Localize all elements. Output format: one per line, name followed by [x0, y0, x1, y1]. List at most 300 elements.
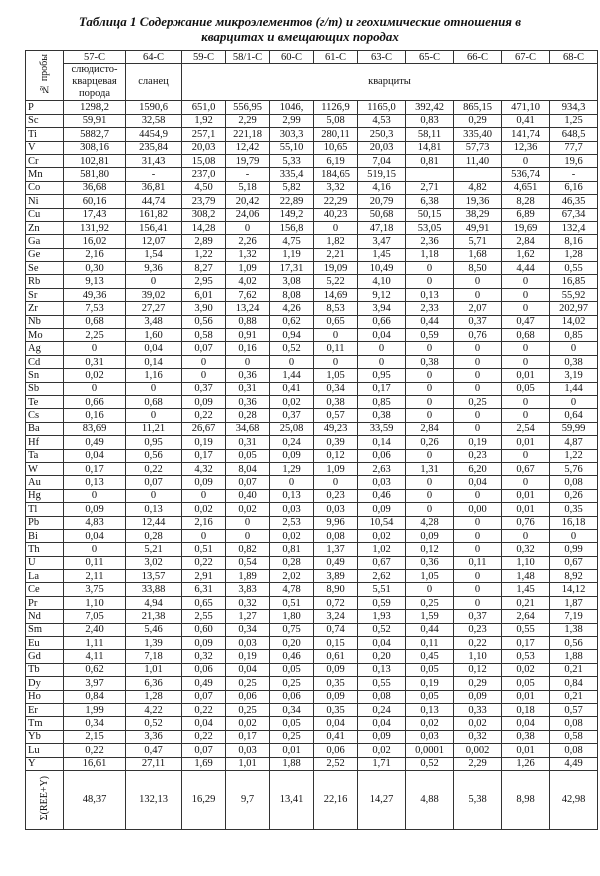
value-cell: 49,91 [454, 221, 502, 234]
value-cell: 0 [64, 382, 126, 395]
value-cell: 6,38 [406, 195, 454, 208]
sample-header: 59-С [182, 51, 226, 64]
value-cell: 27,27 [126, 302, 182, 315]
value-cell: 1126,9 [314, 101, 358, 114]
value-cell: 0,40 [226, 489, 270, 502]
value-cell: 0,25 [406, 596, 454, 609]
value-cell: 0,15 [314, 637, 358, 650]
value-cell: 0,58 [182, 329, 226, 342]
value-cell: 0,62 [64, 663, 126, 676]
rock-type-mica-quartz: слюдисто-кварцевая порода [64, 64, 126, 101]
value-cell: 11,21 [126, 422, 182, 435]
table-row [26, 154, 598, 167]
value-cell: 0,99 [550, 543, 598, 556]
value-cell: 0 [314, 221, 358, 234]
sum-value-cell: 42,98 [550, 770, 598, 829]
value-cell: 0 [126, 382, 182, 395]
value-cell: 1046, [270, 101, 314, 114]
value-cell: 0,09 [358, 503, 406, 516]
value-cell: 1,87 [550, 596, 598, 609]
value-cell: 5,51 [358, 583, 406, 596]
value-cell: 0,46 [358, 489, 406, 502]
value-cell: 0,02 [182, 503, 226, 516]
value-cell: 0 [406, 476, 454, 489]
table-row [26, 677, 598, 690]
value-cell: 1,80 [270, 610, 314, 623]
table-row [26, 195, 598, 208]
value-cell: 12,36 [502, 141, 550, 154]
element-name: Sm [26, 623, 64, 636]
sample-label-cell [26, 51, 64, 101]
value-cell: 0 [502, 302, 550, 315]
element-name: Hf [26, 436, 64, 449]
value-cell: 0 [406, 583, 454, 596]
value-cell: 0 [406, 395, 454, 408]
value-cell: 1,82 [314, 235, 358, 248]
value-cell: 0,22 [182, 730, 226, 743]
value-cell: 0,28 [226, 409, 270, 422]
value-cell: 6,36 [126, 677, 182, 690]
value-cell: 0,13 [126, 503, 182, 516]
value-cell: 0,28 [270, 556, 314, 569]
value-cell: 4,28 [406, 516, 454, 529]
value-cell: 0 [182, 529, 226, 542]
value-cell: 0 [126, 275, 182, 288]
value-cell: 335,4 [270, 168, 314, 181]
value-cell: 0,06 [182, 663, 226, 676]
value-cell: 0,18 [502, 703, 550, 716]
value-cell: 519,15 [358, 168, 406, 181]
value-cell: 1298,2 [64, 101, 126, 114]
value-cell: 0,12 [406, 543, 454, 556]
value-cell: 1,60 [126, 329, 182, 342]
value-cell: 0,51 [270, 596, 314, 609]
value-cell: 1,22 [182, 248, 226, 261]
value-cell: 4,82 [454, 181, 502, 194]
table-row [26, 503, 598, 516]
value-cell: 0,56 [550, 637, 598, 650]
value-cell: 0,47 [126, 744, 182, 757]
value-cell: 3,97 [64, 677, 126, 690]
element-name: Cs [26, 409, 64, 422]
value-cell: 0 [64, 543, 126, 556]
value-cell: 0,44 [406, 315, 454, 328]
value-cell: 0 [226, 221, 270, 234]
value-cell: 934,3 [550, 101, 598, 114]
value-cell: 1,09 [314, 462, 358, 475]
value-cell: 0,31 [64, 355, 126, 368]
value-cell: 0 [270, 355, 314, 368]
value-cell: 0,34 [314, 382, 358, 395]
element-name: Tm [26, 717, 64, 730]
element-name: Ti [26, 128, 64, 141]
value-cell: 132,4 [550, 221, 598, 234]
value-cell: 0,59 [406, 329, 454, 342]
value-cell: 0,85 [358, 395, 406, 408]
value-cell: 0,51 [182, 543, 226, 556]
element-name: Cr [26, 154, 64, 167]
value-cell: 1,09 [226, 262, 270, 275]
element-name: Ag [26, 342, 64, 355]
value-cell: 53,05 [406, 221, 454, 234]
value-cell: 0,09 [64, 503, 126, 516]
value-cell: 0,23 [454, 449, 502, 462]
value-cell: 0,35 [550, 503, 598, 516]
value-cell: 2,29 [454, 757, 502, 770]
value-cell: 24,06 [226, 208, 270, 221]
value-cell: 0,12 [314, 449, 358, 462]
value-cell: 3,47 [358, 235, 406, 248]
value-cell: 308,2 [182, 208, 226, 221]
value-cell: 33,88 [126, 583, 182, 596]
element-name: Ga [26, 235, 64, 248]
value-cell: 0,17 [358, 382, 406, 395]
element-name: Gd [26, 650, 64, 663]
value-cell: 0 [226, 516, 270, 529]
element-name: Rb [26, 275, 64, 288]
value-cell: 0 [314, 329, 358, 342]
value-cell: 17,43 [64, 208, 126, 221]
element-name: Tb [26, 663, 64, 676]
value-cell: 651,0 [182, 101, 226, 114]
value-cell: 0,12 [454, 663, 502, 676]
value-cell: 235,84 [126, 141, 182, 154]
value-cell: 0,34 [64, 717, 126, 730]
value-cell: 1,37 [314, 543, 358, 556]
table-row [26, 355, 598, 368]
value-cell: 0,55 [358, 677, 406, 690]
element-name: Yb [26, 730, 64, 743]
value-cell: 1,88 [550, 650, 598, 663]
value-cell: 0,08 [550, 476, 598, 489]
value-cell: 0,38 [550, 355, 598, 368]
value-cell: 4,83 [64, 516, 126, 529]
value-cell: 0 [182, 355, 226, 368]
value-cell: 0,36 [226, 369, 270, 382]
value-cell: 0 [454, 355, 502, 368]
value-cell: 1,71 [358, 757, 406, 770]
value-cell: 0 [454, 529, 502, 542]
value-cell: 4,32 [182, 462, 226, 475]
value-cell: 0,25 [454, 395, 502, 408]
value-cell: 4,11 [64, 650, 126, 663]
value-cell: 34,68 [226, 422, 270, 435]
value-cell: 0,32 [226, 596, 270, 609]
value-cell: 1,02 [358, 543, 406, 556]
element-name: Te [26, 395, 64, 408]
value-cell: 0,0001 [406, 744, 454, 757]
value-cell: 0,22 [182, 409, 226, 422]
value-cell: 8,16 [550, 235, 598, 248]
value-cell: 2,71 [406, 181, 454, 194]
value-cell: 0,37 [182, 382, 226, 395]
value-cell: 0,002 [454, 744, 502, 757]
value-cell: 19,09 [314, 262, 358, 275]
table-title-line-2: кварцитах и вмещающих породах [201, 29, 399, 44]
value-cell: 0 [502, 449, 550, 462]
value-cell: 202,97 [550, 302, 598, 315]
value-cell: 0,05 [226, 449, 270, 462]
value-cell: 0,04 [64, 449, 126, 462]
value-cell: 1,68 [454, 248, 502, 261]
value-cell: 536,74 [502, 168, 550, 181]
value-cell: 0,25 [226, 677, 270, 690]
value-cell: 1,10 [64, 596, 126, 609]
value-cell: 10,49 [358, 262, 406, 275]
value-cell: 0,67 [550, 556, 598, 569]
value-cell: 0 [454, 382, 502, 395]
table-row [26, 462, 598, 475]
value-cell: 0,36 [226, 395, 270, 408]
value-cell: 5,82 [270, 181, 314, 194]
element-name: Sr [26, 288, 64, 301]
value-cell: 3,32 [314, 181, 358, 194]
value-cell: 0,28 [126, 529, 182, 542]
sample-header: 66-С [454, 51, 502, 64]
value-cell: 60,16 [64, 195, 126, 208]
value-cell: 14,02 [550, 315, 598, 328]
value-cell: 2,02 [270, 570, 314, 583]
rock-type-quartzites: кварциты [182, 64, 598, 101]
table-row [26, 275, 598, 288]
element-name: Sn [26, 369, 64, 382]
value-cell: 3,90 [182, 302, 226, 315]
table-row [26, 168, 598, 181]
value-cell: 0 [454, 342, 502, 355]
value-cell: 33,59 [358, 422, 406, 435]
element-name: Hg [26, 489, 64, 502]
element-name: W [26, 462, 64, 475]
value-cell: 156,41 [126, 221, 182, 234]
value-cell: 0,09 [182, 637, 226, 650]
value-cell: 0,01 [502, 369, 550, 382]
table-title-line-1: Таблица 1 Содержание микроэлементов (г/т) и геохимические отношения в [78, 14, 522, 29]
value-cell: 0 [454, 369, 502, 382]
value-cell: 39,02 [126, 288, 182, 301]
value-cell: 0,34 [226, 623, 270, 636]
value-cell: 0,25 [270, 730, 314, 743]
value-cell: 0,02 [226, 717, 270, 730]
value-cell: 12,07 [126, 235, 182, 248]
element-name: Pb [26, 516, 64, 529]
table-row [26, 342, 598, 355]
value-cell: 16,85 [550, 275, 598, 288]
value-cell: 40,23 [314, 208, 358, 221]
value-cell: 0,20 [358, 650, 406, 663]
value-cell: 0,64 [550, 409, 598, 422]
value-cell: 0,58 [550, 730, 598, 743]
value-cell: 13,24 [226, 302, 270, 315]
value-cell: 0 [406, 409, 454, 422]
table-row [26, 637, 598, 650]
value-cell: 47,18 [358, 221, 406, 234]
value-cell: 0,02 [270, 395, 314, 408]
value-cell: 22,89 [270, 195, 314, 208]
data-table [25, 50, 598, 830]
value-cell: 6,89 [502, 208, 550, 221]
value-cell: 14,69 [314, 288, 358, 301]
value-cell: 0,06 [358, 449, 406, 462]
value-cell: 1,27 [226, 610, 270, 623]
value-cell: 0,21 [550, 663, 598, 676]
value-cell: 0,00 [454, 503, 502, 516]
value-cell: 2,07 [454, 302, 502, 315]
value-cell: 0,57 [550, 703, 598, 716]
table-title [0, 14, 600, 44]
value-cell: 0,11 [314, 342, 358, 355]
table-row [26, 730, 598, 743]
element-name: Th [26, 543, 64, 556]
table-row [26, 436, 598, 449]
value-cell: 0,38 [358, 409, 406, 422]
table-row [26, 422, 598, 435]
value-cell: 5,46 [126, 623, 182, 636]
value-cell: 0,74 [314, 623, 358, 636]
table-row [26, 181, 598, 194]
value-cell: 0 [126, 409, 182, 422]
value-cell: - [550, 168, 598, 181]
sum-label: Σ(REE+Y) [39, 776, 50, 821]
value-cell: 0,37 [454, 610, 502, 623]
value-cell: 0 [502, 154, 550, 167]
value-cell: 1,28 [126, 690, 182, 703]
value-cell: 1,69 [182, 757, 226, 770]
value-cell: 1,18 [406, 248, 454, 261]
sample-header: 57-С [64, 51, 126, 64]
element-name: Au [26, 476, 64, 489]
value-cell: 0,04 [454, 476, 502, 489]
value-cell [454, 168, 502, 181]
value-cell: 0,16 [64, 409, 126, 422]
value-cell: 0,29 [454, 114, 502, 127]
table-row [26, 529, 598, 542]
element-name: Pr [26, 596, 64, 609]
value-cell: 0 [406, 275, 454, 288]
sample-header: 61-С [314, 51, 358, 64]
sum-value-cell: 22,16 [314, 770, 358, 829]
value-cell: 16,02 [64, 235, 126, 248]
value-cell: 0,75 [270, 623, 314, 636]
value-cell: 0,22 [126, 462, 182, 475]
value-cell: 0,72 [314, 596, 358, 609]
value-cell: 4,26 [270, 302, 314, 315]
value-cell: 0,31 [226, 382, 270, 395]
header-row-samples [26, 51, 598, 64]
value-cell: 0,65 [314, 315, 358, 328]
value-cell: 0,32 [502, 543, 550, 556]
value-cell: 0 [182, 489, 226, 502]
value-cell: 0,07 [182, 342, 226, 355]
value-cell: 0,49 [64, 436, 126, 449]
value-cell: 0 [454, 489, 502, 502]
table-row [26, 248, 598, 261]
value-cell: 0,25 [270, 677, 314, 690]
table-row [26, 744, 598, 757]
value-cell: 0,09 [358, 730, 406, 743]
value-cell: 4,75 [270, 235, 314, 248]
value-cell: 0 [454, 516, 502, 529]
value-cell: 0 [406, 262, 454, 275]
value-cell: 0,08 [314, 529, 358, 542]
table-row [26, 570, 598, 583]
value-cell: 0,14 [126, 355, 182, 368]
value-cell: 0,84 [550, 677, 598, 690]
value-cell: 1,10 [502, 556, 550, 569]
value-cell: 0,04 [358, 329, 406, 342]
value-cell: 0,26 [550, 489, 598, 502]
value-cell: 280,11 [314, 128, 358, 141]
value-cell: 12,42 [226, 141, 270, 154]
value-cell: 0 [454, 409, 502, 422]
value-cell: 0,05 [270, 717, 314, 730]
value-cell: 0 [550, 529, 598, 542]
value-cell: 0,02 [270, 529, 314, 542]
value-cell: 0,02 [502, 663, 550, 676]
value-cell: 0 [502, 409, 550, 422]
value-cell: 4,10 [358, 275, 406, 288]
value-cell: 0 [126, 489, 182, 502]
value-cell: 0 [454, 543, 502, 556]
value-cell: 2,99 [270, 114, 314, 127]
value-cell: 2,33 [406, 302, 454, 315]
value-cell: 32,58 [126, 114, 182, 127]
sum-value-cell: 16,29 [182, 770, 226, 829]
value-cell: 0,07 [126, 476, 182, 489]
value-cell: 0,19 [182, 436, 226, 449]
value-cell: 0,03 [226, 744, 270, 757]
value-cell: 0,21 [502, 596, 550, 609]
value-cell: 1,92 [182, 114, 226, 127]
value-cell: 1,44 [550, 382, 598, 395]
value-cell: 0,22 [182, 703, 226, 716]
value-cell: 1,01 [126, 663, 182, 676]
value-cell: 14,12 [550, 583, 598, 596]
value-cell: 0,44 [406, 623, 454, 636]
value-cell: 0,52 [126, 717, 182, 730]
value-cell: 4,94 [126, 596, 182, 609]
value-cell: 38,29 [454, 208, 502, 221]
value-cell: 0,07 [182, 744, 226, 757]
value-cell: 1,48 [502, 570, 550, 583]
element-name: Tl [26, 503, 64, 516]
value-cell: 0,13 [270, 489, 314, 502]
value-cell: 4,22 [126, 703, 182, 716]
value-cell: 2,40 [64, 623, 126, 636]
value-cell: 2,55 [182, 610, 226, 623]
value-cell: 184,65 [314, 168, 358, 181]
value-cell: 0,04 [226, 663, 270, 676]
table-row [26, 690, 598, 703]
value-cell: 0,61 [314, 650, 358, 663]
value-cell: 5,76 [550, 462, 598, 475]
value-cell: 2,84 [502, 235, 550, 248]
table-row [26, 596, 598, 609]
value-cell: 0,32 [454, 730, 502, 743]
value-cell: 0,17 [64, 462, 126, 475]
table-row [26, 516, 598, 529]
value-cell: 83,69 [64, 422, 126, 435]
sample-label: № пробы [39, 53, 50, 95]
value-cell: 3,19 [550, 369, 598, 382]
value-cell: 11,40 [454, 154, 502, 167]
sum-value-cell: 8,98 [502, 770, 550, 829]
value-cell: 10,65 [314, 141, 358, 154]
value-cell: 8,50 [454, 262, 502, 275]
value-cell: 7,19 [550, 610, 598, 623]
value-cell: 0 [406, 489, 454, 502]
value-cell: 0,83 [406, 114, 454, 127]
value-cell: 8,27 [182, 262, 226, 275]
